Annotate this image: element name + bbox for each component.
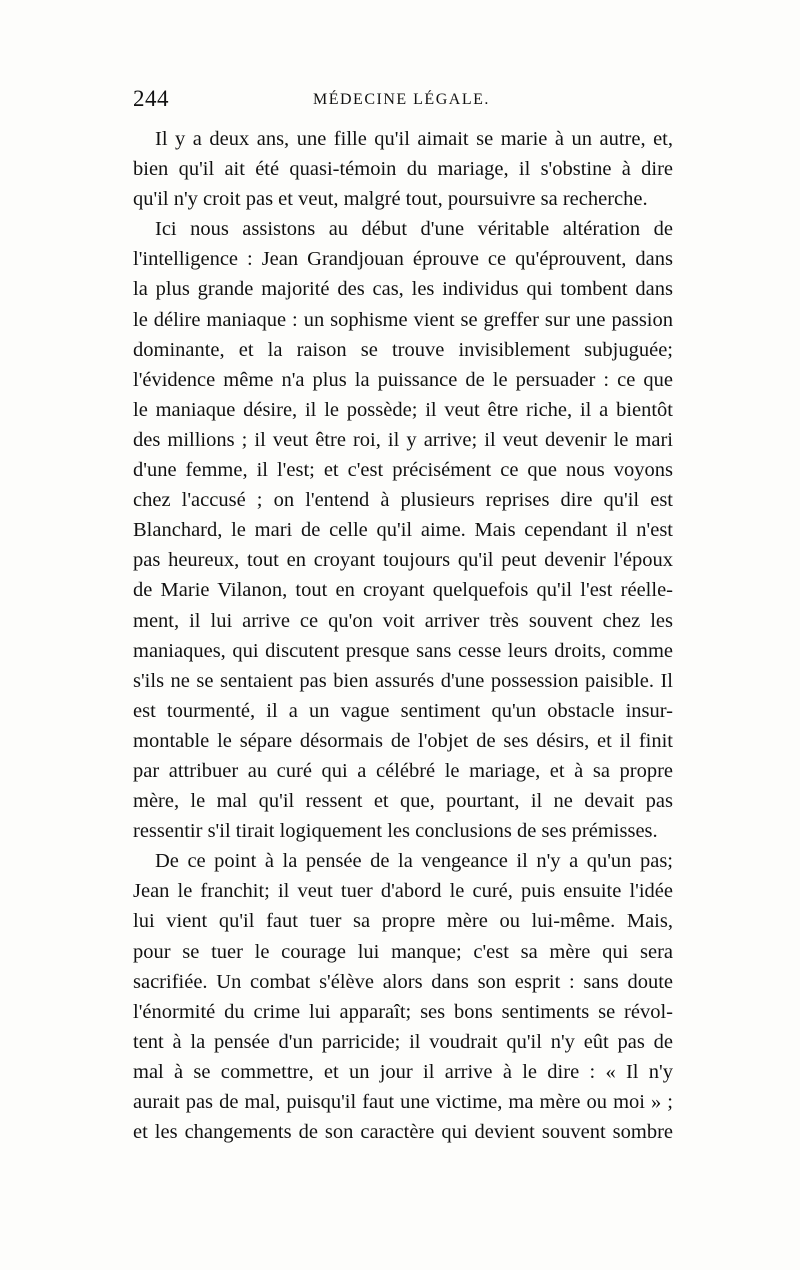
body-text bbox=[133, 124, 673, 1147]
text-line: le maniaque désire, il le possède; il veut être riche, il a bientôt bbox=[133, 398, 673, 421]
text-line: s'ils ne se sentaient pas bien assurés d'une possession paisible. Il bbox=[133, 669, 673, 692]
text-line: par attribuer au curé qui a célébré le mariage, et à sa propre bbox=[133, 759, 673, 782]
text-line: qu'il n'y croit pas et veut, malgré tout, poursuivre sa recherche. bbox=[133, 188, 648, 211]
text-line: dominante, et la raison se trouve invisiblement subjuguée; bbox=[133, 338, 673, 361]
text-line: Ici nous assistons au début d'une véritable altération de bbox=[155, 218, 673, 241]
text-line: pas heureux, tout en croyant toujours qu'il peut devenir l'époux bbox=[133, 549, 673, 572]
text-line: ressentir s'il tirait logiquement les conclusions de ses prémisses. bbox=[133, 820, 658, 843]
text-line: Jean le franchit; il veut tuer d'abord le curé, puis ensuite l'idée bbox=[133, 880, 673, 903]
text-line: des millions ; il veut être roi, il y arrive; il veut devenir le mari bbox=[133, 428, 673, 451]
text-line: pour se tuer le courage lui manque; c'est sa mère qui sera bbox=[133, 940, 673, 963]
text-line: l'énormité du crime lui apparaît; ses bons sentiments se révol- bbox=[133, 1000, 673, 1023]
text-line: sacrifiée. Un combat s'élève alors dans son esprit : sans doute bbox=[133, 970, 673, 993]
text-line: et les changements de son caractère qui devient souvent sombre bbox=[133, 1121, 673, 1144]
running-head bbox=[133, 86, 673, 118]
text-line: d'une femme, il l'est; et c'est précisément ce que nous voyons bbox=[133, 459, 673, 482]
text-line: ment, il lui arrive ce qu'on voit arriver très souvent chez les bbox=[133, 609, 673, 632]
text-line: montable le sépare désormais de l'objet de ses désirs, et il finit bbox=[133, 729, 673, 752]
text-line: mal à se commettre, et un jour il arrive à le dire : « Il n'y bbox=[133, 1060, 673, 1083]
text-line: lui vient qu'il faut tuer sa propre mère ou lui-même. Mais, bbox=[133, 910, 673, 933]
text-line: le délire maniaque : un sophisme vient se greffer sur une passion bbox=[133, 308, 673, 331]
text-line: l'évidence même n'a plus la puissance de le persuader : ce que bbox=[133, 368, 673, 391]
text-line: Blanchard, le mari de celle qu'il aime. Mais cependant il n'est bbox=[133, 519, 673, 542]
page-number: 244 bbox=[133, 86, 169, 111]
text-line: bien qu'il ait été quasi-témoin du mariage, il s'obstine à dire bbox=[133, 158, 673, 181]
running-title: MÉDECINE LÉGALE. bbox=[313, 91, 490, 108]
text-line: maniaques, qui discutent presque sans cesse leurs droits, comme bbox=[133, 639, 673, 662]
text-line: la plus grande majorité des cas, les individus qui tombent dans bbox=[133, 278, 673, 301]
text-line: est tourmenté, il a un vague sentiment qu'un obstacle insur- bbox=[133, 699, 673, 722]
text-line: chez l'accusé ; on l'entend à plusieurs reprises dire qu'il est bbox=[133, 489, 673, 512]
text-line: de Marie Vilanon, tout en croyant quelquefois qu'il l'est réelle- bbox=[133, 579, 673, 602]
text-line: aurait pas de mal, puisqu'il faut une victime, ma mère ou moi » ; bbox=[133, 1091, 673, 1113]
text-line: l'intelligence : Jean Grandjouan éprouve ce qu'éprouvent, dans bbox=[133, 248, 673, 271]
text-line: Il y a deux ans, une fille qu'il aimait se marie à un autre, et, bbox=[155, 128, 673, 150]
text-line: De ce point à la pensée de la vengeance il n'y a qu'un pas; bbox=[155, 850, 673, 873]
text-line: mère, le mal qu'il ressent et que, pourtant, il ne devait pas bbox=[133, 790, 673, 813]
text-line: tent à la pensée d'un parricide; il voudrait qu'il n'y eût pas de bbox=[133, 1030, 673, 1053]
